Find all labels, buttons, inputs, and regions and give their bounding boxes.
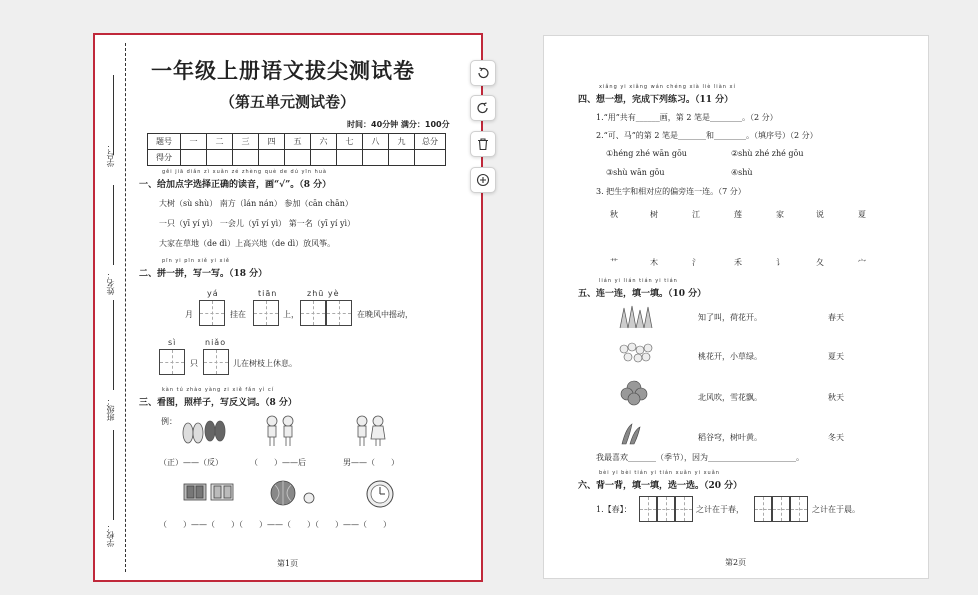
character: 秋: [610, 210, 618, 219]
score-cell: 七: [337, 134, 363, 150]
character: 莲: [734, 210, 742, 219]
sentence-text: 月: [185, 310, 193, 319]
clock-picture: [365, 479, 395, 509]
children-back-picture: [263, 415, 297, 447]
question-text: 3. 把生字和相对应的偏旁连一连。（7 分）: [596, 187, 746, 196]
recite-text: 之计在于晨。: [812, 505, 860, 514]
example-label: 例：: [161, 417, 177, 426]
antonym-blank: 男——（ ）: [343, 458, 399, 467]
radical: 宀: [858, 258, 866, 267]
delete-icon: [476, 137, 490, 151]
peach-blossom-picture: [618, 341, 654, 365]
question-text: 1.“用”共有______画，第 2 笔是________。（2 分）: [596, 113, 778, 122]
question-text: 2.“可、马”的第 2 笔是_______和________。（填序号）（2 分）: [596, 131, 818, 140]
section4-title: 四、想一想，完成下列练习。（11 分）: [578, 95, 734, 105]
section1-title: 一、给加点字选择正确的读音，画“√”。（8 分）: [139, 180, 332, 190]
exam-title: 一年级上册语文拔尖测试卷: [151, 58, 415, 83]
pinyin-hint: tiān: [258, 289, 278, 298]
section2-pinyin: pīn yi pīn xiě yi xiě: [162, 258, 230, 264]
watermelon-picture: [269, 479, 319, 507]
snow-tree-picture: [618, 379, 650, 407]
match-phrase: 稻谷穹，树叶黄。: [698, 433, 762, 442]
side-line: [113, 430, 114, 520]
writing-box[interactable]: [754, 496, 772, 522]
character: 夏: [858, 210, 866, 219]
match-season: 冬天: [828, 433, 844, 442]
score-cell: 九: [389, 134, 415, 150]
match-phrase: 北风吹，雪花飘。: [698, 393, 762, 402]
name-label: 姓名：: [106, 271, 115, 295]
pinyin-hint: niǎo: [205, 338, 227, 347]
section1-line: 大家在草地（de dì）上高兴地（de dì）放风筝。: [159, 239, 336, 248]
writing-box[interactable]: [300, 300, 326, 326]
writing-box[interactable]: [675, 496, 693, 522]
character: 树: [650, 210, 658, 219]
boy-girl-picture: [353, 415, 387, 447]
rice-picture: [618, 422, 644, 446]
score-cell: 四: [259, 134, 285, 150]
match-season: 秋天: [828, 393, 844, 402]
score-cell: 五: [285, 134, 311, 150]
writing-box[interactable]: [639, 496, 657, 522]
page-number: 第2页: [725, 558, 747, 567]
radical: 木: [650, 258, 658, 267]
match-season: 春天: [828, 313, 844, 322]
score-cell: 八: [363, 134, 389, 150]
score-table: [147, 133, 446, 166]
pinyin-hint: yá: [207, 289, 219, 298]
section5-title: 五、连一连，填一填。（10 分）: [578, 289, 707, 299]
sentence-text: 上，: [283, 310, 299, 319]
section5-pinyin: lián yi lián tián yi tián: [599, 278, 678, 284]
page-2[interactable]: [543, 35, 929, 579]
school-label: 学校：: [106, 523, 115, 547]
section1-line: 大树（sù shù） 南方（lán nán） 参加（cān chān）: [159, 199, 353, 208]
match-phrase: 知了叫，荷花开。: [698, 313, 762, 322]
add-button[interactable]: [470, 167, 496, 193]
score-cell: 一: [181, 134, 207, 150]
section3-pinyin: kàn tú zhào yàng zi xiě fǎn yì cí: [162, 387, 275, 393]
rotate-left-icon: [476, 66, 490, 80]
writing-box[interactable]: [657, 496, 675, 522]
recite-label: 1.【春】：: [596, 505, 632, 514]
writing-box[interactable]: [772, 496, 790, 522]
antonym-blank: （ ）——后: [250, 458, 306, 467]
student-number-label: 学号：: [106, 143, 115, 167]
pinyin-hint: sì: [168, 338, 177, 347]
score-cell: 三: [233, 134, 259, 150]
page-number: 第1页: [277, 559, 299, 568]
exam-subtitle: （第五单元测试卷）: [220, 93, 356, 111]
add-icon: [476, 173, 490, 187]
side-line: [113, 185, 114, 265]
character: 说: [816, 210, 824, 219]
section1-line: 一只（yī yí yì） 一会儿（yī yí yì） 第一名（yī yí yì）: [159, 219, 356, 228]
shoes-picture: [181, 417, 227, 445]
section2-title: 二、拼一拼，写一写。（18 分）: [139, 269, 268, 279]
score-cell: 题号: [148, 134, 181, 150]
radical: 艹: [610, 258, 618, 267]
writing-box[interactable]: [199, 300, 225, 326]
sentence-text: 儿在树枝上休息。: [233, 359, 297, 368]
writing-box[interactable]: [203, 349, 229, 375]
score-cell: 总分: [415, 134, 446, 150]
score-cell: 二: [207, 134, 233, 150]
character: 家: [776, 210, 784, 219]
character: 江: [692, 210, 700, 219]
match-phrase: 桃花开，小草绿。: [698, 352, 762, 361]
writing-box[interactable]: [326, 300, 352, 326]
pinyin-hint: zhū yè: [307, 289, 340, 298]
radical: 讠: [776, 258, 784, 267]
score-cell: 六: [311, 134, 337, 150]
delete-button[interactable]: [470, 131, 496, 157]
score-value-row: [148, 150, 446, 166]
recite-text: 之计在于春，: [696, 505, 744, 514]
rotate-right-button[interactable]: [470, 95, 496, 121]
section3-title: 三、看图，照样子，写反义词。（8 分）: [139, 398, 297, 408]
exam-meta: 时间：40分钟 满分：100分: [347, 120, 450, 129]
page-1[interactable]: [93, 33, 483, 582]
rotate-left-button[interactable]: [470, 60, 496, 86]
radical: 氵: [692, 258, 700, 267]
antonym-example: （正）——（反）: [159, 458, 223, 467]
radical: 禾: [734, 258, 742, 267]
binding-line: [125, 43, 126, 572]
writing-box[interactable]: [159, 349, 185, 375]
antonym-blanks-row: （ ）——（ ）（ ）——（ ）（ ）——（ ）: [159, 520, 391, 529]
section4-pinyin: xiǎng yi xiǎng wán chéng xià liè liàn xí: [599, 84, 736, 90]
door-window-picture: [183, 481, 235, 503]
writing-box[interactable]: [253, 300, 279, 326]
option-text: ②shù zhé zhé gōu: [731, 149, 804, 158]
rotate-right-icon: [476, 101, 490, 115]
match-season: 夏天: [828, 352, 844, 361]
score-cell: 得分: [148, 150, 181, 166]
section6-title: 六、背一背，填一填，选一选。（20 分）: [578, 481, 743, 491]
option-text: ③shù wān gōu: [606, 168, 665, 177]
section1-pinyin: gěi jiā diǎn zì xuǎn zé zhèng què de dú yīn huà: [162, 169, 327, 175]
writing-box[interactable]: [790, 496, 808, 522]
score-header-row: [148, 134, 446, 150]
class-label: 班级：: [106, 397, 115, 421]
sentence-text: 挂在: [230, 310, 246, 319]
option-text: ①héng zhé wān gōu: [606, 149, 687, 158]
sentence-text: 只: [190, 359, 198, 368]
section6-pinyin: bèi yi bèi tián yi tián xuǎn yi xuǎn: [599, 470, 720, 476]
radical: 夂: [816, 258, 824, 267]
option-text: ④shù: [731, 168, 753, 177]
favorite-season-line: 我最喜欢_______（季节），因为______________________。: [596, 453, 804, 462]
side-line: [113, 300, 114, 390]
sentence-text: 在晚风中摇动，: [357, 310, 413, 319]
lotus-picture: [618, 304, 654, 330]
